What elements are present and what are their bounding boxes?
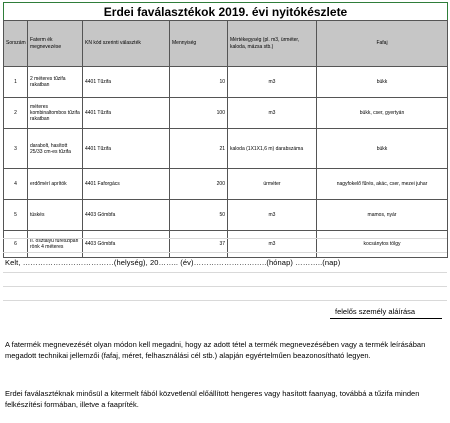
table-row <box>4 169 448 200</box>
table-row <box>4 129 448 169</box>
spreadsheet-gridline <box>3 286 447 287</box>
cell-unit: m3 <box>228 98 317 129</box>
cell-quantity: 200 <box>170 169 228 200</box>
cell-species: bükk, cser, gyertyán <box>317 98 448 129</box>
cell-number: 5 <box>4 200 28 231</box>
header-sorszam: Sorszám <box>4 21 28 67</box>
cell-name: méteres kombinaltombos tűzifa rakatban <box>28 98 83 129</box>
note-paragraph-2: Erdei faválasztéknak minősül a kitermelt fából közvetlenül előállított hengeres vagy hasított faanyag, továbbá a tűzifa minden felkészítési formában, illetve a faapríték. <box>5 389 420 409</box>
signature-line <box>330 318 442 319</box>
cell-quantity: 10 <box>170 67 228 98</box>
cell-species: kocsánytos tölgy <box>317 231 448 258</box>
header-mertekegyseg: Mértékegység (pl. m3, ürméter, kaloda, mázsa stb.) <box>228 21 317 67</box>
cell-number: 2 <box>4 98 28 129</box>
cell-quantity: 100 <box>170 98 228 129</box>
cell-name: tüskés <box>28 200 83 231</box>
cell-number: 1 <box>4 67 28 98</box>
header-fafaj: Fafaj <box>317 21 448 67</box>
cell-unit: m3 <box>228 231 317 258</box>
cell-number: 4 <box>4 169 28 200</box>
inventory-table <box>3 20 448 258</box>
cell-number: 3 <box>4 129 28 169</box>
cell-quantity: 37 <box>170 231 228 258</box>
signature-label: felelős személy aláírása <box>335 307 416 316</box>
cell-kn: 4403 Gömbfa <box>83 231 170 258</box>
cell-species: bükk <box>317 129 448 169</box>
cell-species: nagyfokelő fűrés, akác, cser, mezei juhar <box>317 169 448 200</box>
note-paragraph-1: A fatermék megnevezését olyan módon kell megadni, hogy az adott tétel a termék megnevezésében vagy a termék leírásában megadott technikai jellemzői (fafaj, méret, felhasználási cél stb.) alapján egyértelműen beazonosítható legyen. <box>5 340 426 360</box>
spreadsheet-gridline <box>3 272 447 273</box>
cell-kn: 4403 Gömbfa <box>83 200 170 231</box>
cell-unit: ürméter <box>228 169 317 200</box>
cell-kn: 4401 Tűzifa <box>83 98 170 129</box>
cell-name: II. osztályú fűrészipari rönk 4 méteres <box>28 231 83 258</box>
page-title: Erdei faválasztékok 2019. évi nyitókészlete <box>3 2 448 21</box>
cell-kn: 4401 Tűzifa <box>83 129 170 169</box>
table-row <box>4 200 448 231</box>
cell-name: darabolt, hasított 25/33 cm-es tűzifa <box>28 129 83 169</box>
cell-kn: 4401 Faforgács <box>83 169 170 200</box>
header-mennyiseg: Mennyiség <box>170 21 228 67</box>
cell-name: erdőmérí aprítók <box>28 169 83 200</box>
table-row <box>4 98 448 129</box>
table-header-row <box>4 21 448 67</box>
cell-kn: 4401 Tűzifa <box>83 67 170 98</box>
cell-unit: m3 <box>228 67 317 98</box>
date-place-line: Kelt, ………………………………(helység), 20…….. (év)………………………..(hónap) ………..(nap) <box>5 258 341 267</box>
cell-quantity: 21 <box>170 129 228 169</box>
header-megnevezes: Faterm ék megnevezése <box>28 21 83 67</box>
header-kn-kod: KN kód szerinti választék <box>83 21 170 67</box>
table-row <box>4 67 448 98</box>
cell-number: 6 <box>4 231 28 258</box>
cell-quantity: 50 <box>170 200 228 231</box>
cell-name: 2 méteres tűzifa rakatban <box>28 67 83 98</box>
spreadsheet-gridline <box>3 252 447 253</box>
cell-unit: m3 <box>228 200 317 231</box>
table-row <box>4 231 448 258</box>
spreadsheet-gridline <box>3 238 447 239</box>
cell-species: mamos, nyár <box>317 200 448 231</box>
spreadsheet-gridline <box>3 300 447 301</box>
cell-unit: kaloda (1X1X1,6 m) darabszáma <box>228 129 317 169</box>
cell-species: bükk <box>317 67 448 98</box>
